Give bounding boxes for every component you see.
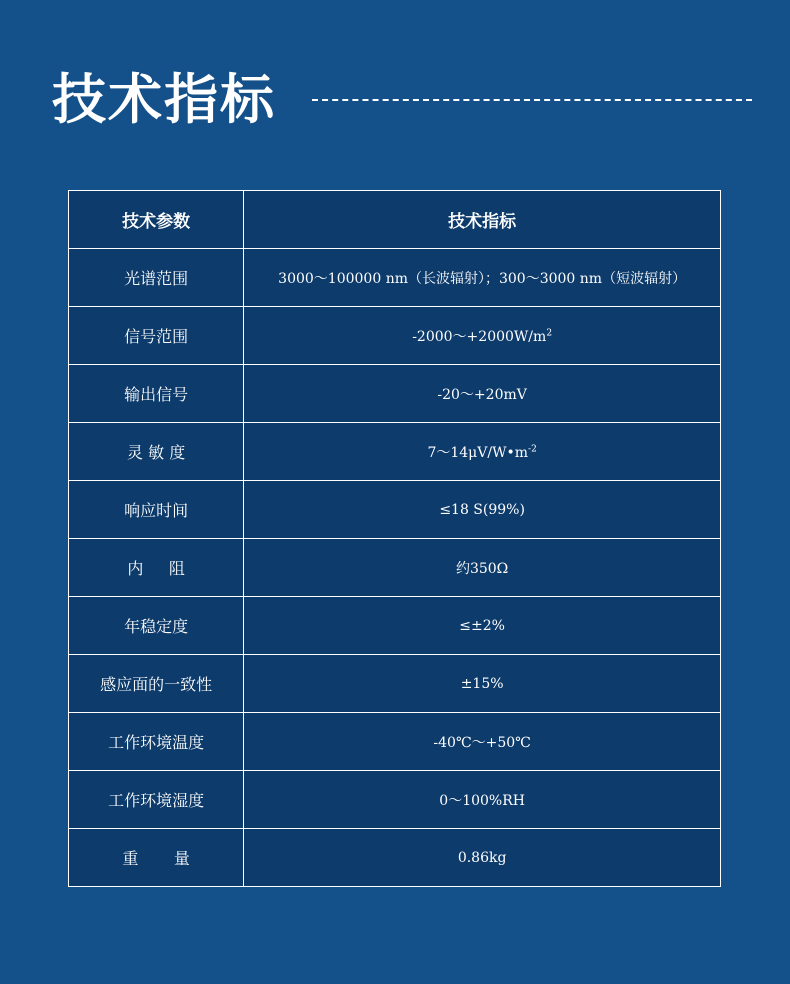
table-row [69,539,721,597]
table-row [69,597,721,655]
param-signal-range: 信号范围 [69,307,244,365]
title-dashed-divider [312,99,752,101]
table-row [69,307,721,365]
header-param: 技术参数 [69,191,244,249]
param-annual-stability: 年稳定度 [69,597,244,655]
table-header-row [69,191,721,249]
table-row [69,713,721,771]
value-sensitivity-sup: -2 [528,443,537,454]
table-row [69,481,721,539]
table-row [69,365,721,423]
table-row [69,771,721,829]
param-surface-consistency: 感应面的一致性 [69,655,244,713]
value-signal-range-text: -2000～+2000W/m [412,328,547,345]
value-output-signal: -20～+20mV [244,365,721,423]
table-row [69,423,721,481]
param-working-humidity: 工作环境湿度 [69,771,244,829]
page-title: 技术指标 [52,68,276,131]
param-spectral-range: 光谱范围 [69,249,244,307]
param-working-temperature: 工作环境温度 [69,713,244,771]
spec-table [68,190,721,887]
value-signal-range [244,307,721,365]
value-surface-consistency: ±15% [244,655,721,713]
value-weight: 0.86kg [244,829,721,887]
header-value: 技术指标 [244,191,721,249]
value-working-temperature: -40℃～+50℃ [244,713,721,771]
table-row [69,249,721,307]
value-annual-stability: ≤±2% [244,597,721,655]
table-row [69,655,721,713]
param-response-time: 响应时间 [69,481,244,539]
value-sensitivity-text: 7～14μV/W•m [427,444,529,461]
value-sensitivity [244,423,721,481]
value-internal-resistance: 约350Ω [244,539,721,597]
param-internal-resistance: 内 阻 [69,539,244,597]
param-weight: 重 量 [69,829,244,887]
param-sensitivity: 灵 敏 度 [69,423,244,481]
value-response-time: ≤18 S(99%) [244,481,721,539]
value-working-humidity: 0～100%RH [244,771,721,829]
value-signal-range-sup: 2 [546,327,553,338]
table-row [69,829,721,887]
param-output-signal: 输出信号 [69,365,244,423]
value-spectral-range: 3000～100000 nm（长波辐射）；300～3000 nm（短波辐射） [244,249,721,307]
